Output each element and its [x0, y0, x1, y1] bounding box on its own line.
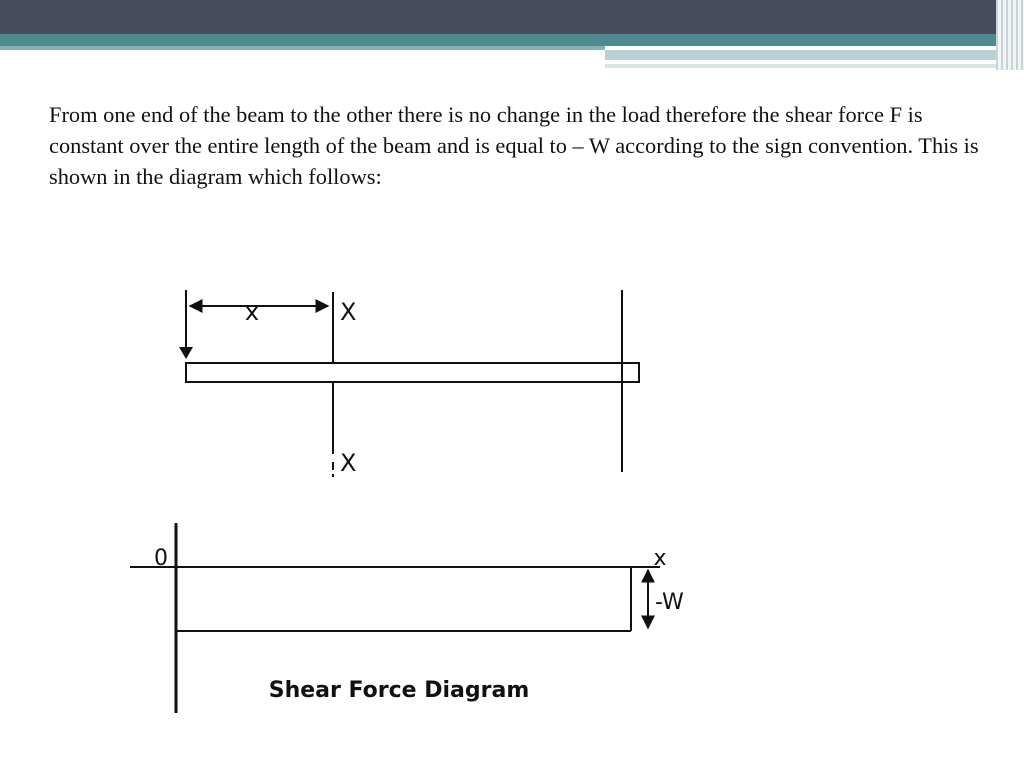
section-label-top: X — [340, 298, 357, 326]
body-paragraph: From one end of the beam to the other there is no change in the load therefore the shear force F is constant over the entire length of the beam and is equal to – W according to the sign convention. This is shown in the diagram which follows: — [49, 102, 979, 189]
beam-diagram — [179, 290, 639, 477]
load-arrow-icon — [179, 347, 193, 359]
shear-force-diagram — [130, 523, 684, 713]
beam — [186, 363, 639, 382]
distance-label: x — [244, 298, 260, 326]
sfd-title: Shear Force Diagram — [268, 678, 530, 703]
section-label-bottom: X — [340, 449, 357, 477]
sfd-magnitude-label: -W — [655, 590, 684, 615]
sfd-origin-label: 0 — [154, 546, 168, 571]
sfd-end-label: x — [653, 546, 667, 571]
